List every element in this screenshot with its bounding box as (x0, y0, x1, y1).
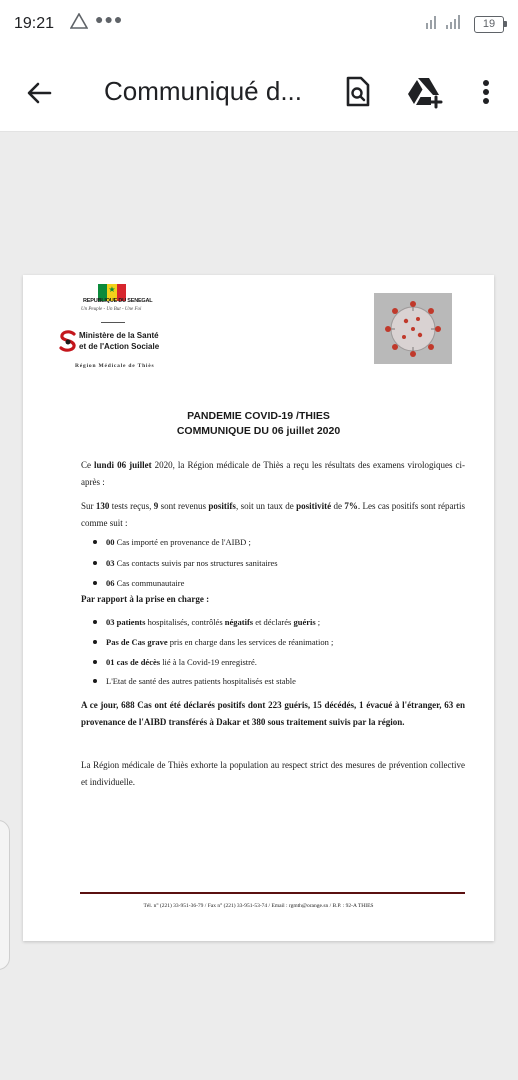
side-drawer-handle[interactable] (0, 820, 10, 970)
coronavirus-image (374, 293, 452, 364)
divider (101, 322, 125, 323)
care-heading: Par rapport à la prise en charge : (81, 594, 210, 604)
summary-paragraph: A ce jour, 688 Cas ont été déclarés positifs dont 223 guéris, 15 décédés, 1 évacué à l'étranger, 63 en provenance de l'AIBD transférés à Dakar et 380 sous traitement suivis par la région. (81, 700, 465, 727)
add-to-drive-icon[interactable] (405, 74, 445, 110)
document-page: ★ REPUBLIQUE DU SENEGAL Un Peuple - Un But - Une Foi Ministère de la Santé et de l'Action Sociale Région Médicale de Thiès PANDEMIE COVID-19 /THIES COMMUNIQUE DU 06 juillet 2020 Ce lundi 06 juillet 2020, la Région médicale de Thiès a reçu les résultats des examens virologiques ci-après : Sur 130 tests reçus, 9 sont revenus positifs, soit un taux de positivité de 7%. Les cas positifs sont répartis comme suit : 00 Cas importé en provenance de l'AIBD ; 03 Cas contacts suivis par nos structures sanitaires 06 Cas communautaire Par rapport à la prise en charge : 03 patients hospitalisés, contrôlés négatifs et déclarés guéris ; Pas de Cas grave pris en charge dans les services de réanimation ; 01 cas de décès lié à la Covid-19 enregistré. L'Etat de santé des autres patients hospitalisés est stable A ce jour, 688 Cas ont été déclarés positifs dont 223 guéris, 15 décédés, 1 évacué à l'étranger, 63 en provenance de l'AIBD transférés à Dakar et 380 sous traitement suivis par la région. La Région médicale de Thiès exhorte la population au respect strict des mesures de prévention collective et individuelle. Tél. n° (221) 33-951-36-79 / Fax n° (221) 33-951-53-74 / Email : rgmth@orange.sn / B.P. : 92-A THIES (23, 275, 494, 941)
status-time: 19:21 (14, 15, 55, 32)
arrow-back-icon[interactable] (22, 76, 56, 110)
document-heading: PANDEMIE COVID-19 /THIES (187, 410, 330, 422)
status-bar (0, 0, 518, 52)
intro-paragraph: Ce lundi 06 juillet 2020, la Région médicale de Thiès a reçu les résultats des examens virologiques ci-après : (81, 460, 466, 487)
more-vert-icon[interactable] (474, 74, 498, 110)
find-in-page-icon[interactable] (340, 74, 374, 110)
ministry-line2: et de l'Action Sociale (79, 342, 160, 351)
document-footer: Tél. n° (221) 33-951-36-79 / Fax n° (221) 33-951-53-74 / Email : rgmth@orange.sn / B.P. : 92-A THIES (143, 903, 374, 909)
results-paragraph: Sur 130 tests reçus, 9 sont revenus positifs, soit un taux de positivité de 7%. Les cas positifs sont répartis comme suit : (81, 501, 465, 528)
drive-warning-icon (70, 13, 88, 34)
ministry-line1: Ministère de la Santé (79, 331, 159, 340)
ministry-logo-icon (59, 330, 77, 352)
notification-dots-icon: ●●● (95, 11, 124, 27)
ministry-name (79, 330, 159, 352)
closing-paragraph: La Région médicale de Thiès exhorte la population au respect strict des mesures de prévention collective et individuelle. (81, 760, 465, 787)
battery-icon: 19 (474, 16, 504, 33)
footer-divider (80, 892, 465, 894)
document-title: Communiqué d... (104, 76, 302, 106)
republic-label: REPUBLIQUE DU SENEGAL (83, 298, 153, 304)
motto-label: Un Peuple - Un But - Une Foi (81, 307, 142, 312)
region-label: Région Médicale de Thiès (75, 363, 155, 369)
document-subheading: COMMUNIQUE DU 06 juillet 2020 (176, 425, 341, 437)
app-toolbar (0, 52, 518, 132)
signal-icon (424, 13, 468, 36)
status-right (424, 13, 504, 36)
